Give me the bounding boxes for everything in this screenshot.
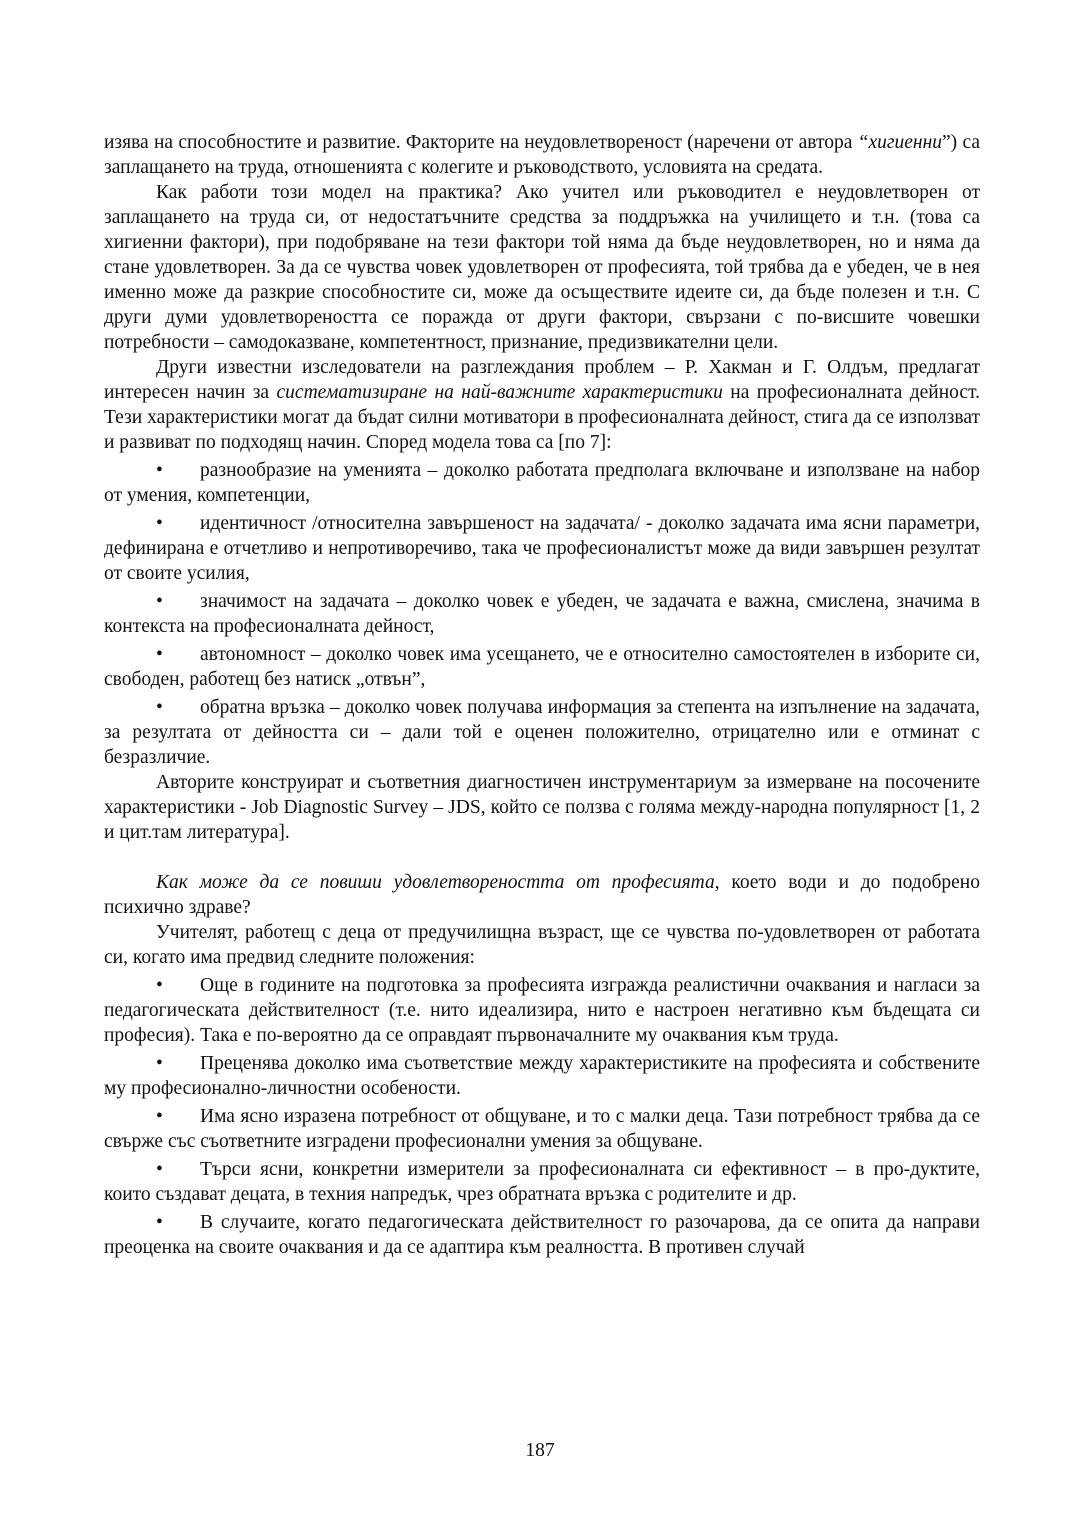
paragraph-5 [104,870,980,920]
paragraph-4: Авторите конструират и съответния диагностичен инструментариум за измерване на посочените характеристики - Job Diagnostic Survey – JDS, който се ползва с голяма между-народна популярност [1, 2 и цит.там литература]. [104,772,980,843]
list-item [104,639,980,692]
bullet-icon: • [156,1212,163,1233]
list-item [104,1101,980,1154]
page-body [104,130,980,1260]
recommendations-list [104,970,980,1260]
list-item [104,455,980,508]
list-item [104,1154,980,1207]
paragraph-6: Учителят, работещ с деца от предучилищна възраст, ще се чувства по-удовлетворен от работата си, когато има предвид следните положения: [104,922,980,968]
paragraph-5-italic: Как може да се повиши удовлетвореността от професията [156,872,715,893]
list-item [104,692,980,770]
paragraph-1-italic: “хигиенни [857,132,943,153]
bullet-icon: • [156,697,163,718]
paragraph-3-italic: систематизиране на най-важните характеристики [276,382,723,403]
list-item-text: Преценява доколко има съответствие между характеристиките на професията и собствените му професионално-личностни особености. [104,1053,980,1099]
bullet-icon: • [156,975,163,996]
list-item-text: автономност – доколко човек има усещането, че е относително самостоятелен в изборите си, свободен, работещ без натиск „отвън”, [104,644,980,690]
list-item-text: разнообразие на уменията – доколко работата предполага включване и използване на набор от умения, компетенции, [104,460,980,506]
bullet-icon: • [156,513,163,534]
paragraph-3-text-a: Други известни изследователи на разглеждания проблем – Р. Хакман и Г. Олдъм, предлагат интересен начин за [104,357,980,403]
paragraph-1 [104,130,980,180]
paragraph-2: Как работи този модел на практика? Ако учител или ръководител е неудовлетворен от заплащането на труда си, от недостатъчните средства за поддръжка на училището и т.н. (това са хигиенни фактори), при подобряване на тези фактори той няма да бъде неудовлетворен, но и няма да стане удовлетворен. За да се чувства човек удовлетворен от професията, той трябва да е убеден, че в нея именно може да разкрие способностите си, може да осъществите идеите си, да бъде полезен и т.н. С други думи удовлетвореността се поражда от други фактори, свързани с по-висшите човешки потребности – самодоказване, компетентност, признание, предизвикателни цели. [104,182,980,353]
list-item [104,1207,980,1260]
bullet-icon: • [156,1106,163,1127]
list-item-text: обратна връзка – доколко човек получава информация за степента на изпълнение на задачата, за резултата от дейността си – дали той е оценен положително, отрицателно или е отминат с безразличие. [104,697,980,768]
paragraph-3-text-c: на професионалната дейност. Тези характеристики могат да бъдат силни мотиватори в професионалната дейност, стига да се използват и развиват по подходящ начин. Според модела това са [по 7]: [104,382,980,453]
list-item [104,970,980,1048]
list-item-text: В случаите, когато педагогическата действителност го разочарова, да се опита да направи преоценка на своите очаквания и да се адаптира към реалността. В противен случай [104,1212,980,1258]
characteristics-list [104,455,980,770]
paragraph-3 [104,355,980,455]
paragraph-5-text-b: , което води и до подобрено психично здраве? [104,872,980,918]
paragraph-1-text-c: ”) са заплащането на труда, отношенията с колегите и ръководството, условията на средата. [104,132,980,178]
bullet-icon: • [156,460,163,481]
list-item-text: значимост на задачата – доколко човек е убеден, че задачата е важна, смислена, значима в контекста на професионалната дейност, [104,591,980,637]
page-number: 187 [525,1440,555,1461]
bullet-icon: • [156,1053,163,1074]
bullet-icon: • [156,591,163,612]
list-item-text: идентичност /относителна завършеност на задачата/ - доколко задачата има ясни параметри, дефинирана е отчетливо и непротиворечиво, така че професионалистът може да види завършен резултат от своите усилия, [104,513,980,584]
list-item [104,508,980,586]
list-item-text: Има ясно изразена потребност от общуване, и то с малки деца. Тази потребност трябва да се свърже със съответните изградени професионални умения за общуване. [104,1106,980,1152]
paragraph-spacer [104,845,980,870]
paragraph-1-text-a: изява на способностите и развитие. Факторите на неудовлетвореност (наречени от автора [104,132,858,153]
bullet-icon: • [156,644,163,665]
list-item [104,1048,980,1101]
bullet-icon: • [156,1159,163,1180]
list-item-text: Търси ясни, конкретни измерители за професионалната си ефективност – в про-дуктите, които създават децата, в техния напредък, чрез обратната връзка с родителите и др. [104,1159,980,1205]
list-item [104,586,980,639]
list-item-text: Още в годините на подготовка за професията изгражда реалистични очаквания и нагласи за педагогическата действителност (т.е. нито идеализира, нито е настроен негативно към бъдещата си професия). Така е по-вероятно да се оправдаят първоначалните му очаквания към труда. [104,975,980,1046]
